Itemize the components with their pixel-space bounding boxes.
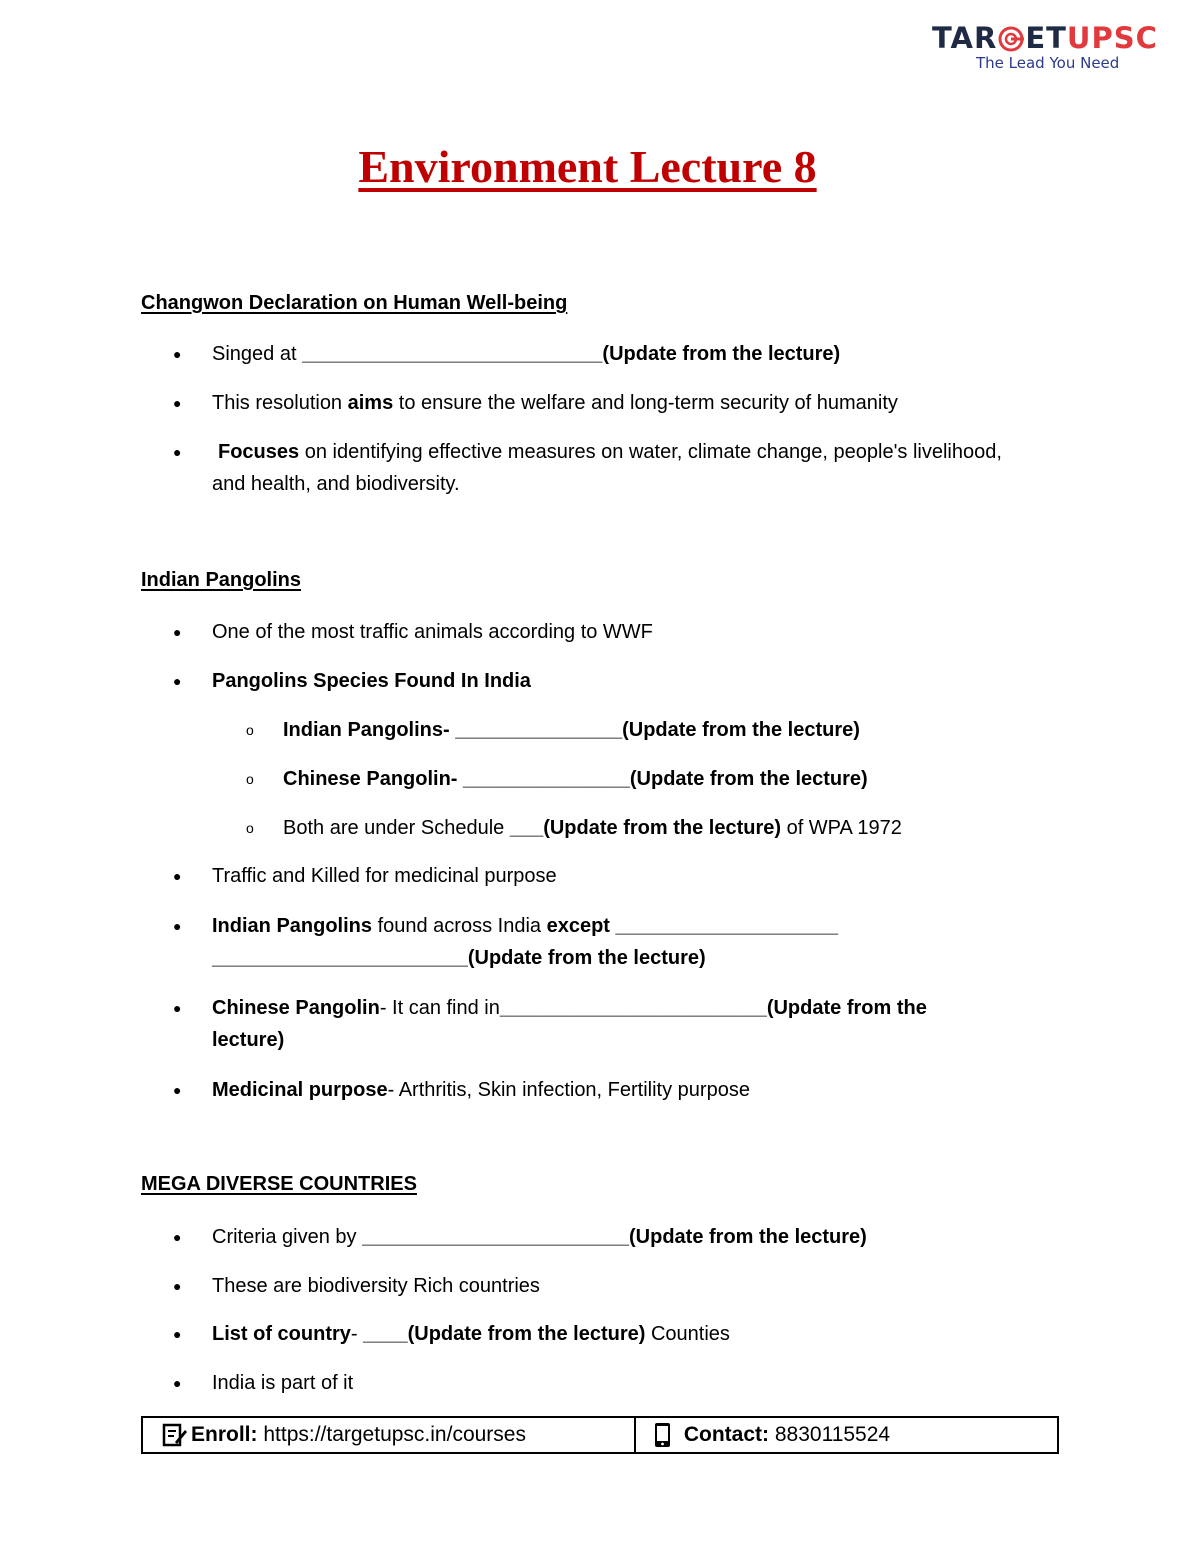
logo-wordmark [932,20,1172,56]
logo-text-part2: ET [1025,21,1067,55]
sub-list-item: Chinese Pangolin- _______________(Update from the lecture) [283,768,868,790]
section-heading-changwon: Changwon Declaration on Human Well-being [141,292,568,314]
brand-logo [932,20,1172,72]
sub-list-item: Both are under Schedule ___(Update from the lecture) of WPA 1972 [283,817,902,839]
contact-cell [636,1418,1057,1452]
edit-note-icon [161,1422,187,1448]
list-item: Chinese Pangolin- It can find in________________________(Update from the lecture) [212,997,927,1051]
bullet-icon: ● [173,624,182,640]
bullet-icon: ● [173,1375,182,1391]
bullet-icon: ● [173,1229,182,1245]
bullet-icon: ● [173,395,182,411]
logo-tagline: The Lead You Need [976,54,1120,72]
circle-bullet-icon: o [246,722,254,738]
list-item: Focuses on identifying effective measures on water, climate change, people's livelihood, and health, and biodiversity. [212,441,1002,495]
contact-label: Contact: [683,1423,770,1446]
enroll-cell [143,1418,636,1452]
list-item: These are biodiversity Rich countries [212,1275,540,1297]
circle-bullet-icon: o [246,771,254,787]
logo-text-part3: UPSC [1066,21,1158,55]
bullet-icon: ● [173,868,182,884]
list-item: Pangolins Species Found In India [212,670,531,692]
list-item: This resolution aims to ensure the welfare and long-term security of humanity [212,392,898,414]
target-icon [998,26,1024,52]
footer-box [141,1416,1059,1454]
bullet-icon: ● [173,1326,182,1342]
bullet-icon: ● [173,1000,182,1016]
section-heading-mega-diverse: MEGA DIVERSE COUNTRIES [141,1173,417,1195]
enroll-link[interactable]: https://targetupsc.in/courses [263,1423,526,1446]
enroll-label: Enroll: [191,1423,258,1446]
list-item: Singed at ___________________________(Update from the lecture) [212,343,841,365]
circle-bullet-icon: o [246,820,254,836]
contact-number[interactable]: 8830115524 [774,1423,891,1446]
page-title: Environment Lecture 8 [358,141,817,192]
list-item: List of country- ____(Update from the lecture) Counties [212,1323,730,1345]
bullet-icon: ● [173,346,182,362]
list-item: Traffic and Killed for medicinal purpose [212,865,557,887]
bullet-icon: ● [173,1082,182,1098]
bullet-icon: ● [173,918,182,934]
logo-text-part1: TAR [932,21,998,55]
list-item: Indian Pangolins found across India except ____________________ _______________________(Update from the lecture) [212,915,838,969]
list-item: Criteria given by ________________________(Update from the lecture) [212,1226,867,1248]
list-item: India is part of it [212,1372,354,1394]
phone-icon [652,1422,674,1448]
bullet-icon: ● [173,444,182,460]
section-heading-pangolins: Indian Pangolins [141,569,302,591]
bullet-icon: ● [173,673,182,689]
list-item: One of the most traffic animals according to WWF [212,621,653,643]
bullet-icon: ● [173,1278,182,1294]
sub-list-item: Indian Pangolins- _______________(Update from the lecture) [283,719,860,741]
list-item: Medicinal purpose- Arthritis, Skin infection, Fertility purpose [212,1079,750,1101]
